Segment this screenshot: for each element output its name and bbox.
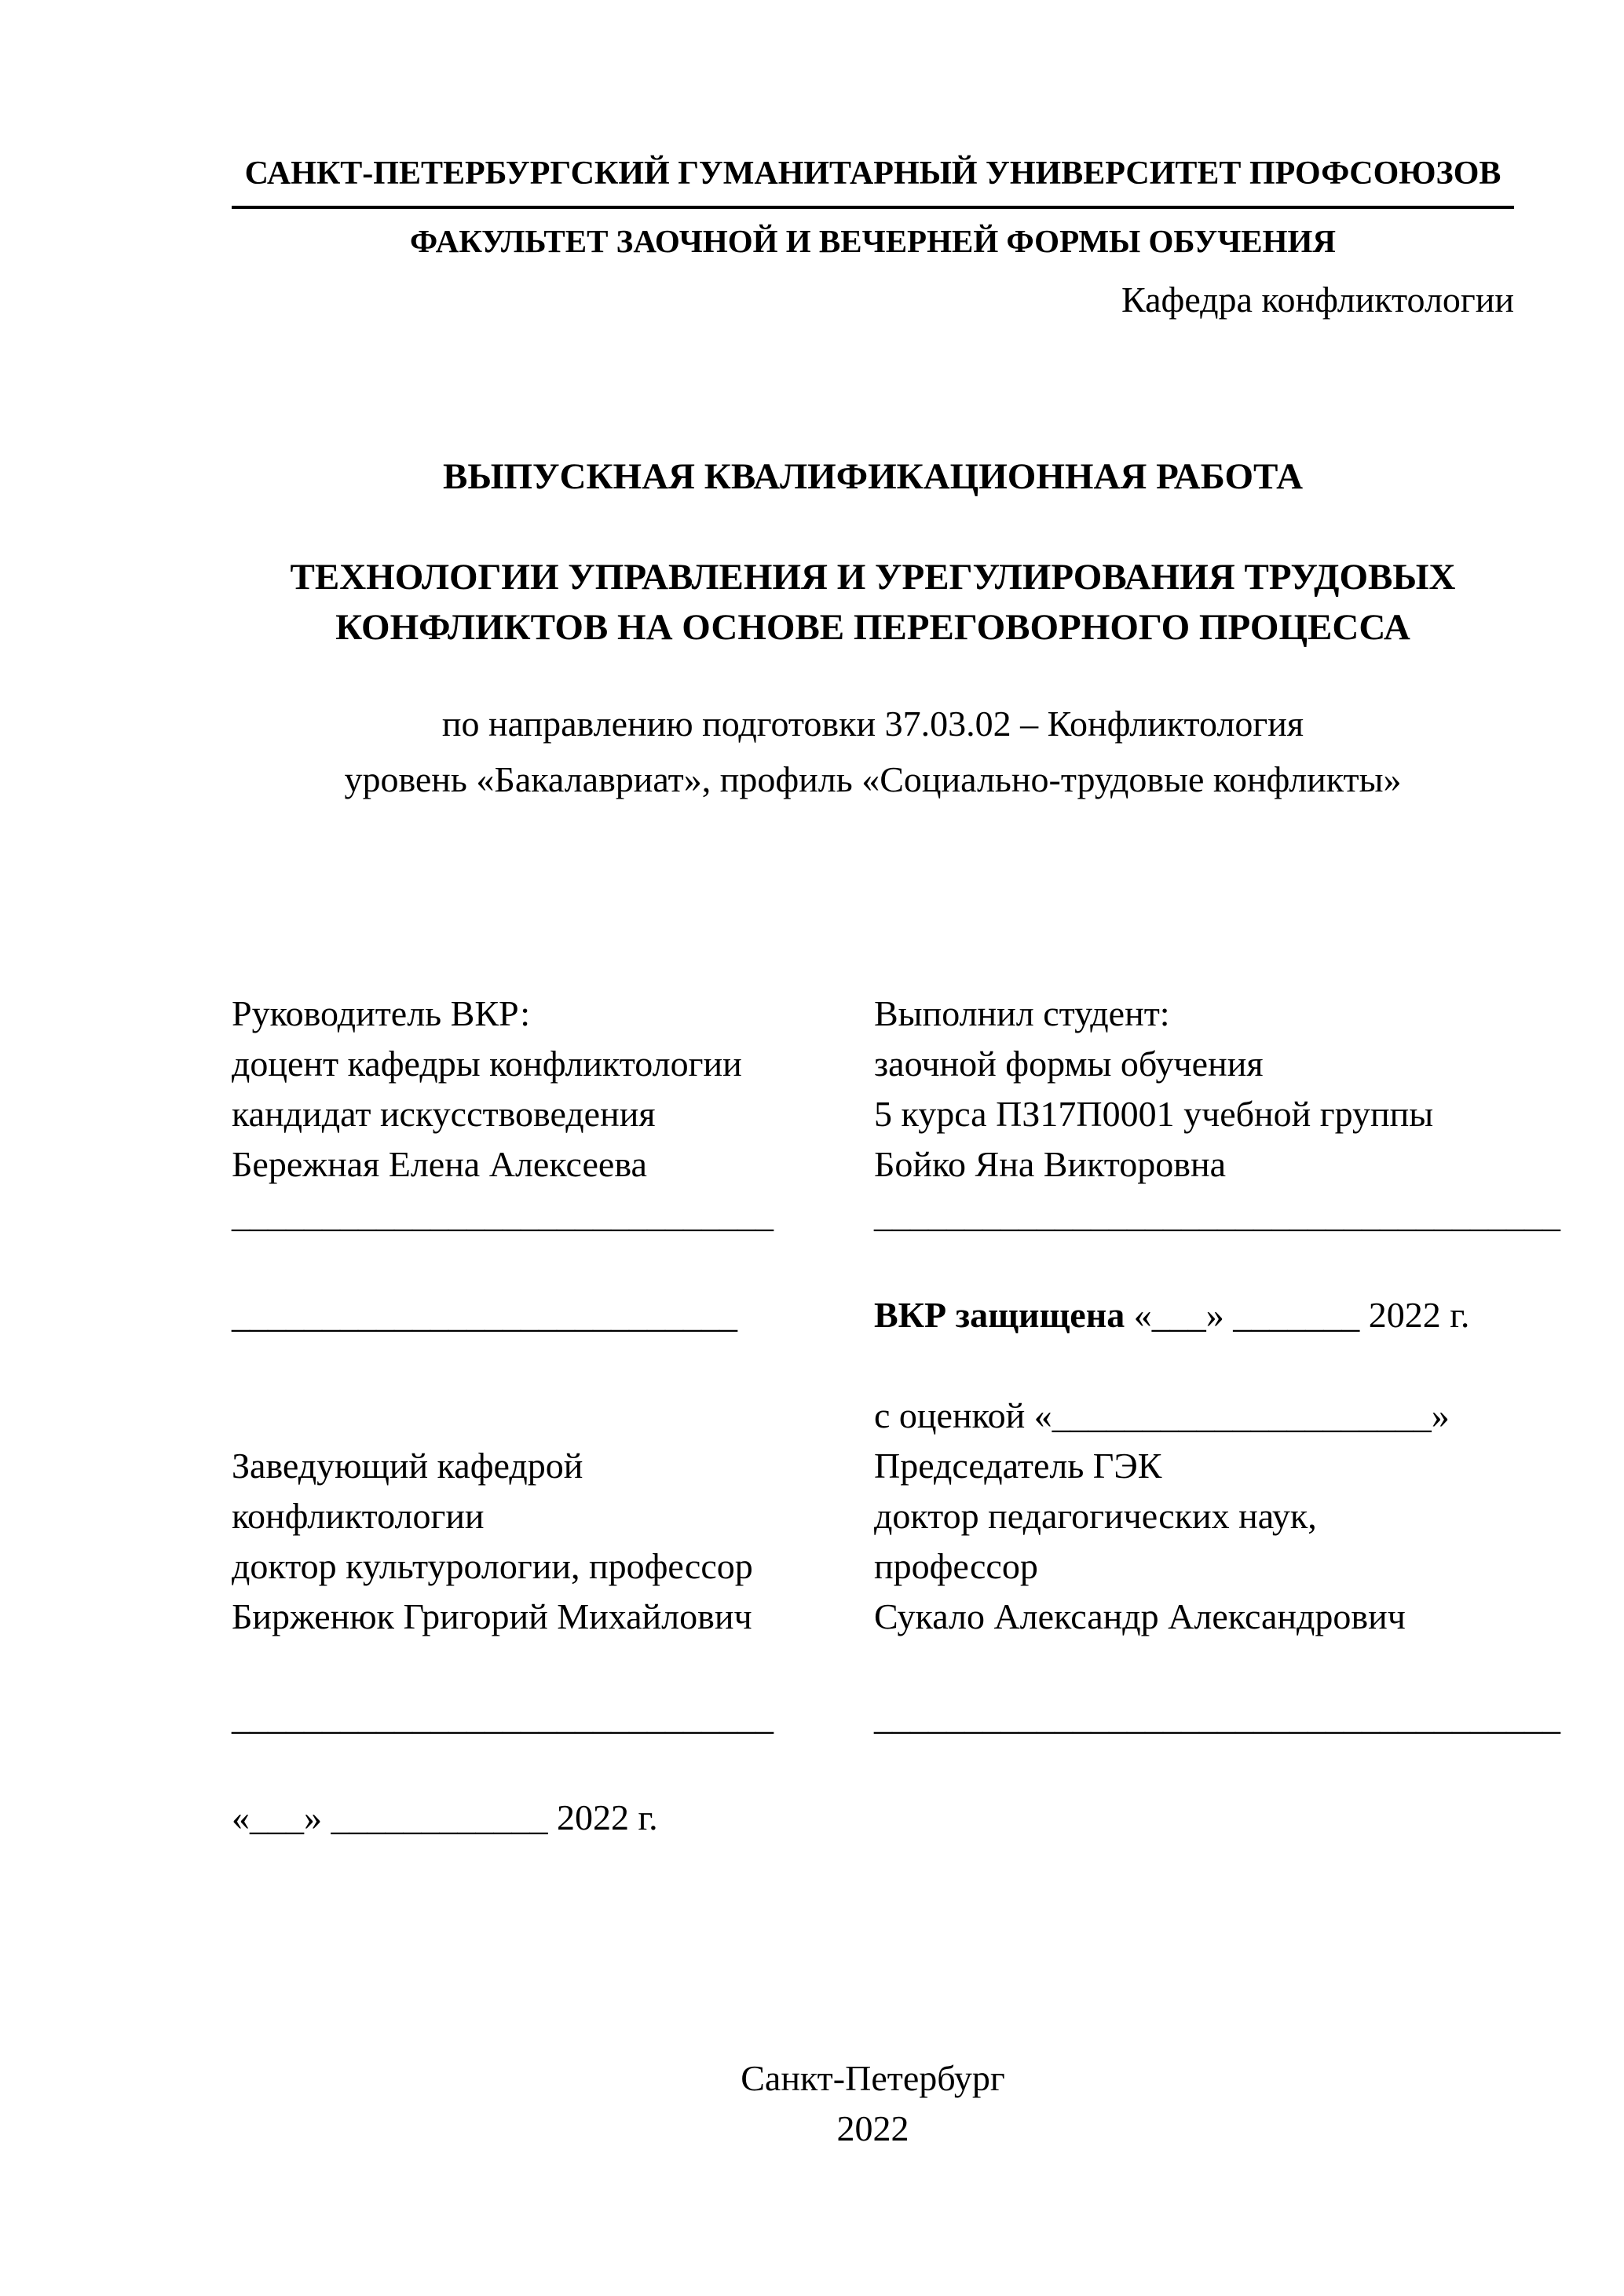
department-head-degree: доктор культурологии, профессор (232, 1545, 753, 1586)
work-type-heading: ВЫПУСКНАЯ КВАЛИФИКАЦИОННАЯ РАБОТА (442, 456, 1304, 498)
supervisor-signature-line: ______________________________ (232, 1194, 774, 1234)
supervisor-signature-line-2: ____________________________ (232, 1294, 737, 1335)
student-header: Выполнил студент: (874, 993, 1170, 1033)
program-level: уровень «Бакалавриат», профиль «Социально-трудовые конфликты» (344, 759, 1402, 800)
thesis-title-line1: ТЕХНОЛОГИИ УПРАВЛЕНИЯ И УРЕГУЛИРОВАНИЯ ТРУДОВЫХ (290, 557, 1456, 598)
footer-city: Санкт-Петербург (741, 2058, 1005, 2098)
spacer (232, 1240, 874, 1290)
student-name: Бойко Яна Викторовна (874, 1143, 1227, 1184)
supervisor-degree: кандидат искусствоведения (232, 1093, 656, 1134)
supervisor-header: Руководитель ВКР: (232, 993, 531, 1033)
committee-chair-degree-line2: профессор (874, 1545, 1038, 1586)
defense-date-rest: «___» _______ 2022 г. (1125, 1294, 1470, 1335)
department-name: Кафедра конфликтологии (1121, 279, 1514, 320)
spacer (874, 1793, 1560, 1843)
committee-chair-degree-line1: доктор педагогических наук, (874, 1495, 1317, 1536)
committee-chair-name: Сукало Александр Александрович (874, 1596, 1406, 1636)
department-head-title-line2: конфликтологии (232, 1495, 485, 1536)
spacer (874, 1742, 1560, 1793)
spacer (874, 1240, 1560, 1290)
department-head-signature-line: ______________________________ (232, 1696, 774, 1737)
defense-grade-line: с оценкой «_____________________» (874, 1395, 1450, 1435)
department-head-title-line1: Заведующий кафедрой (232, 1445, 583, 1486)
committee-chair-signature-line: ______________________________________ (874, 1696, 1560, 1737)
defense-label: ВКР защищена (874, 1294, 1125, 1335)
committee-chair-title: Председатель ГЭК (874, 1445, 1162, 1486)
university-name: САНКТ-ПЕТЕРБУРГСКИЙ ГУМАНИТАРНЫЙ УНИВЕРСИТЕТ ПРОФСОЮЗОВ (232, 153, 1514, 209)
spacer (232, 1642, 874, 1692)
spacer (874, 1642, 1560, 1692)
student-study-form: заочной формы обучения (874, 1043, 1264, 1084)
spacer (232, 1742, 874, 1793)
spacer (874, 1340, 1560, 1391)
defense-date-line (874, 1290, 1560, 1340)
signatures-right-column (874, 989, 1560, 1843)
program-info (232, 696, 1514, 808)
footer-year: 2022 (836, 2108, 909, 2148)
faculty-name: ФАКУЛЬТЕТ ЗАОЧНОЙ И ВЕЧЕРНЕЙ ФОРМЫ ОБУЧЕНИЯ (409, 222, 1337, 259)
department-head-name: Бирженюк Григорий Михайлович (232, 1596, 752, 1636)
thesis-title-line2: КОНФЛИКТОВ НА ОСНОВЕ ПЕРЕГОВОРНОГО ПРОЦЕССА (335, 606, 1410, 648)
department-head-date-line: «___» ____________ 2022 г. (232, 1797, 658, 1837)
spacer (232, 1340, 874, 1391)
spacer (232, 1391, 874, 1441)
student-group: 5 курса ПЗ17П0001 учебной группы (874, 1093, 1434, 1134)
thesis-title (232, 553, 1514, 653)
signatures-left-column (232, 989, 874, 1843)
signatures-block (232, 989, 1560, 1843)
footer (232, 2053, 1514, 2154)
program-direction: по направлению подготовки 37.03.02 – Конфликтология (441, 704, 1304, 744)
student-signature-line: ______________________________________ (874, 1194, 1560, 1234)
supervisor-name: Бережная Елена Алексеева (232, 1143, 647, 1184)
supervisor-position: доцент кафедры конфликтологии (232, 1043, 742, 1084)
